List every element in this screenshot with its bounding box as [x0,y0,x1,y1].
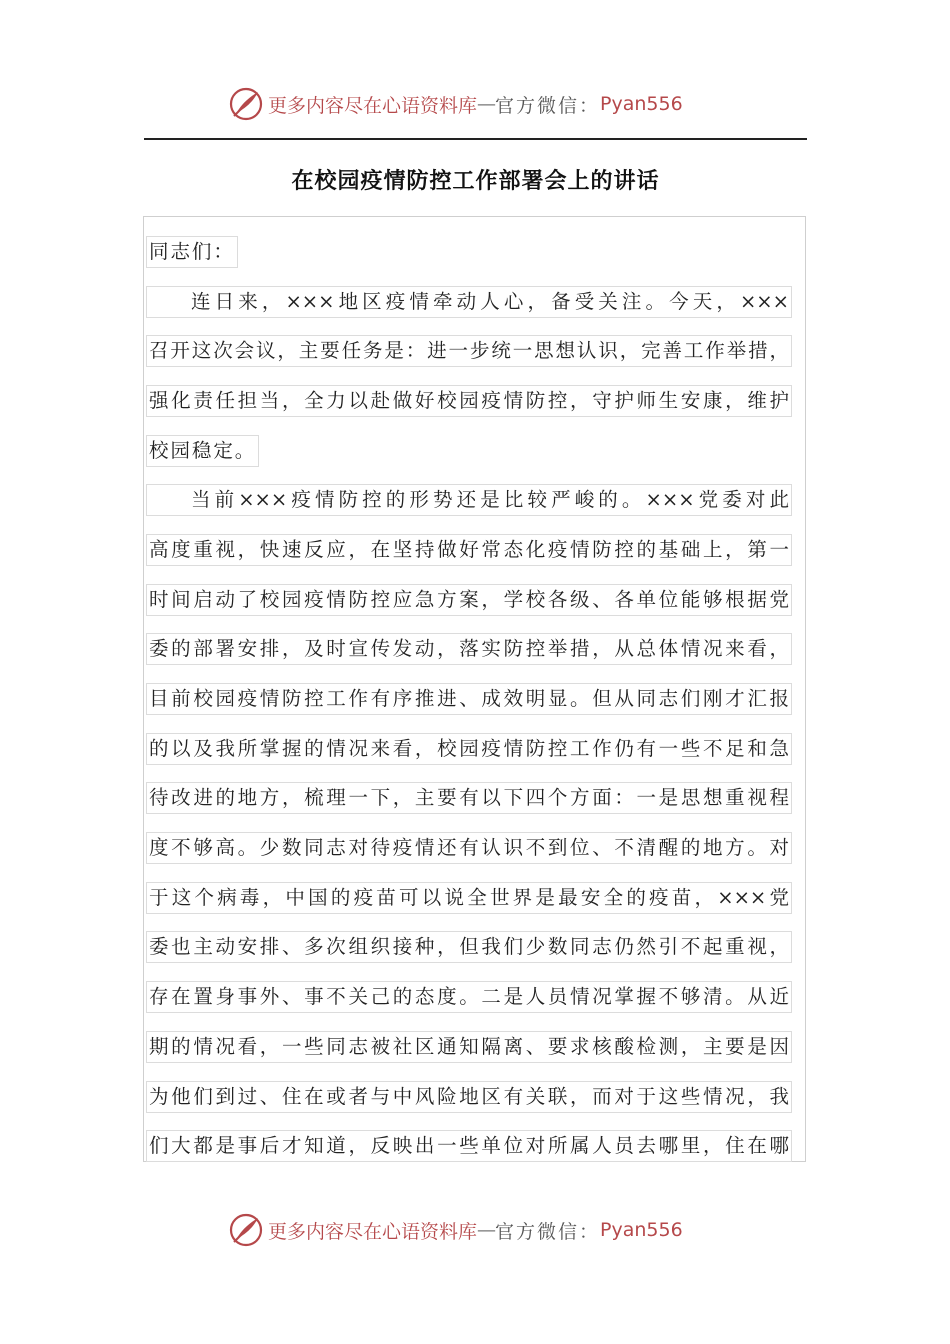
banner-wechat-label: 官方微信： [495,1220,601,1243]
banner-dash: — [477,93,496,115]
text-line: 们大都是事后才知道，反映出一些单位对所属人员去哪里，住在哪 [146,1121,796,1171]
quill-logo-icon [228,1212,264,1248]
banner-wechat-label: 官方微信： [495,94,601,117]
quill-logo-icon [228,86,264,122]
document-title: 在校园疫情防控工作部署会上的讲话 [291,168,660,194]
text-line: 存在置身事外、事不关己的态度。二是人员情况掌握不够清。从近 [146,972,796,1022]
text-line: 强化责任担当，全力以赴做好校园疫情防控，守护师生安康，维护 [146,376,796,426]
banner-wechat-id: Pyan556 [600,93,683,115]
text-line: 待改进的地方，梳理一下，主要有以下四个方面：一是思想重视程 [146,774,796,824]
text-line: 同志们： [146,227,796,277]
text-line: 期的情况看，一些同志被社区通知隔离、要求核酸检测，主要是因 [146,1022,796,1072]
text-line: 高度重视，快速反应，在坚持做好常态化疫情防控的基础上，第一 [146,525,796,575]
text-line: 校园稳定。 [146,426,796,476]
text-line: 委也主动安排、多次组织接种，但我们少数同志仍然引不起重视， [146,923,796,973]
header-rule [144,138,807,140]
document-body [146,227,796,1171]
text-line: 当前×××疫情防控的形势还是比较严峻的。×××党委对此 [146,475,796,525]
footer-banner [228,1210,683,1250]
text-line: 目前校园疫情防控工作有序推进、成效明显。但从同志们刚才汇报 [146,674,796,724]
text-line: 为他们到过、住在或者与中风险地区有关联，而对于这些情况，我 [146,1072,796,1122]
text-line: 于这个病毒，中国的疫苗可以说全世界是最安全的疫苗，×××党 [146,873,796,923]
banner-dash: — [477,1219,496,1241]
text-line: 度不够高。少数同志对待疫情还有认识不到位、不清醒的地方。对 [146,823,796,873]
text-line: 连日来，×××地区疫情牵动人心，备受关注。今天，××× [146,277,796,327]
header-banner [228,84,683,124]
banner-wechat-id: Pyan556 [600,1219,683,1241]
text-line: 召开这次会议，主要任务是：进一步统一思想认识，完善工作举措， [146,326,796,376]
banner-prefix: 更多内容尽在心语资料库 [268,94,478,117]
text-line: 委的部署安排，及时宣传发动，落实防控举措，从总体情况来看， [146,625,796,675]
text-line: 时间启动了校园疫情防控应急方案，学校各级、各单位能够根据党 [146,575,796,625]
text-line: 的以及我所掌握的情况来看，校园疫情防控工作仍有一些不足和急 [146,724,796,774]
banner-prefix: 更多内容尽在心语资料库 [268,1220,478,1243]
